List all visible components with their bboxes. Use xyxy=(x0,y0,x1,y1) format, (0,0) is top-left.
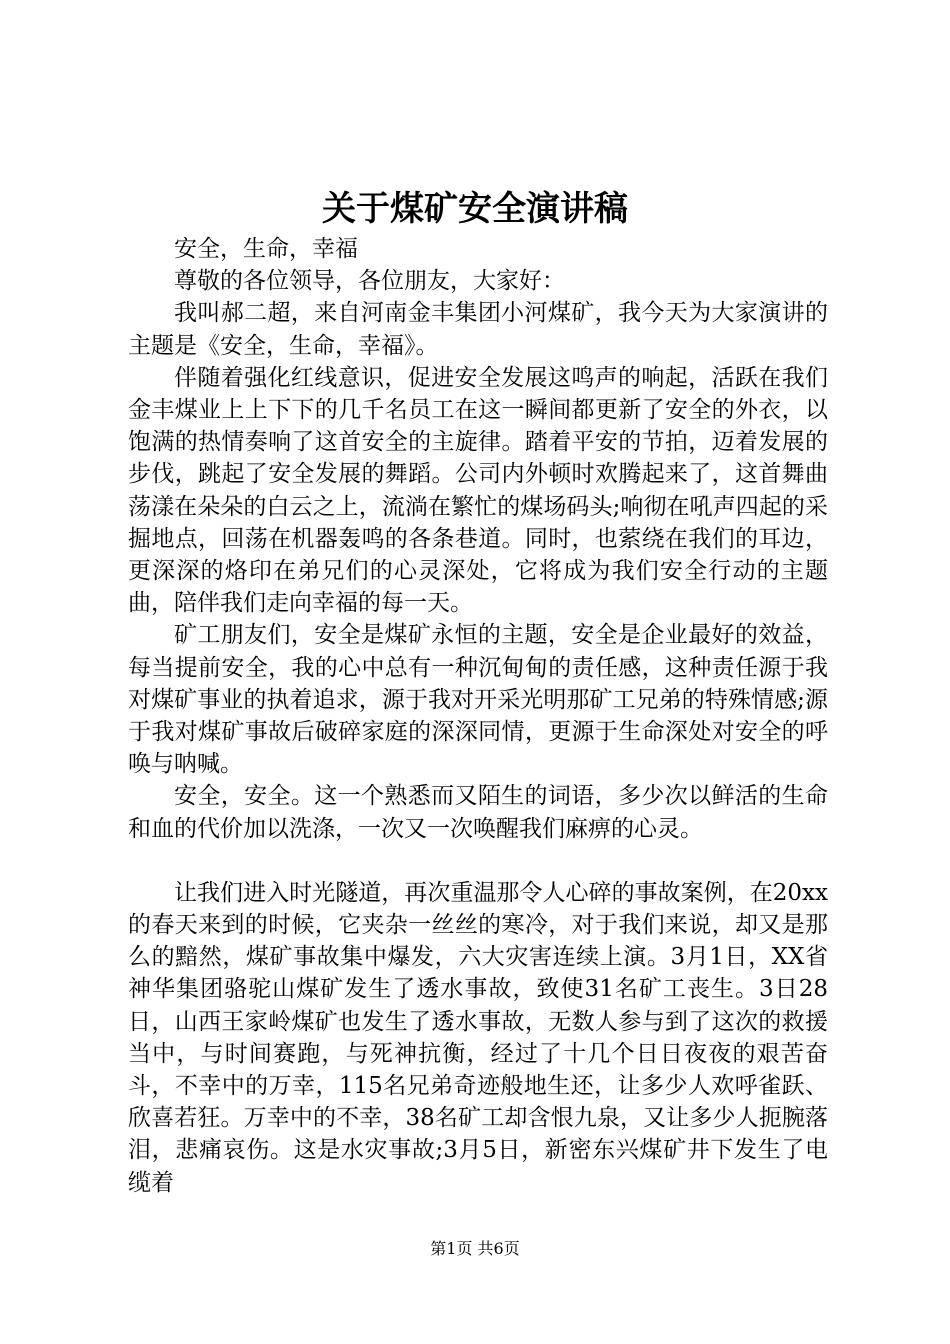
paragraph-greeting: 尊敬的各位领导，各位朋友，大家好： xyxy=(174,268,565,295)
paragraph-spacer xyxy=(128,845,828,877)
page-footer: 第1页 共6页 xyxy=(430,1239,520,1258)
paragraph-accident-cases: 让我们进入时光隧道，再次重温那令人心碎的事故案例，在20xx的春天来到的时候，它夹杂一丝丝的寒冷，对于我们来说，却又是那么的黯然，煤矿事故集中爆发，六大灾害连续上演。3月1日，XX省神华集团骆驼山煤矿发生了透水事故，致使31名矿工丧生。3日28日，山西王家岭煤矿也发生了透水事故，无数人参与到了这次的救援当中，与时间赛跑，与死神抗衡，经过了十几个日日夜夜的艰苦奋斗，不幸中的万幸，115名兄弟奇迹般地生还，让多少人欢呼雀跃、欣喜若狂。万幸中的不幸，38名矿工却含恨九泉，又让多少人扼腕落泪，悲痛哀伤。这是水灾事故;3月5日，新密东兴煤矿井下发生了电缆着 xyxy=(128,879,828,1196)
paragraph-subtitle: 安全，生命，幸福 xyxy=(174,236,358,262)
paragraph-intro: 我叫郝二超，来自河南金丰集团小河煤矿，我今天为大家演讲的主题是《安全，生命，幸福》。 xyxy=(128,300,828,359)
document-body xyxy=(128,233,828,1199)
paragraph-responsibility: 矿工朋友们，安全是煤矿永恒的主题，安全是企业最好的效益，每当提前安全，我的心中总有一种沉甸甸的责任感，这种责任源于我对煤矿事业的执着追求，源于我对开采光明那矿工兄弟的特殊情感;源于我对煤矿事故后破碎家庭的深深同情，更源于生命深处对安全的呼唤与呐喊。 xyxy=(128,622,828,778)
document-title: 关于煤矿安全演讲稿 xyxy=(322,189,628,229)
paragraph-safety-word: 安全，安全。这一个熟悉而又陌生的词语，多少次以鲜活的生命和血的代价加以洗涤，一次又一次唤醒我们麻痹的心灵。 xyxy=(128,783,828,842)
paragraph-red-line: 伴随着强化红线意识，促进安全发展这鸣声的响起，活跃在我们金丰煤业上上下下的几千名员工在这一瞬间都更新了安全的外衣，以饱满的热情奏响了这首安全的主旋律。踏着平安的节拍，迈着发展的步伐，跳起了安全发展的舞蹈。公司内外顿时欢腾起来了，这首舞曲荡漾在朵朵的白云之上，流淌在繁忙的煤场码头;响彻在吼声四起的采掘地点，回荡在机器轰鸣的各条巷道。同时，也萦绕在我们的耳边，更深深的烙印在弟兄们的心灵深处，它将成为我们安全行动的主题曲，陪伴我们走向幸福的每一天。 xyxy=(128,364,828,617)
